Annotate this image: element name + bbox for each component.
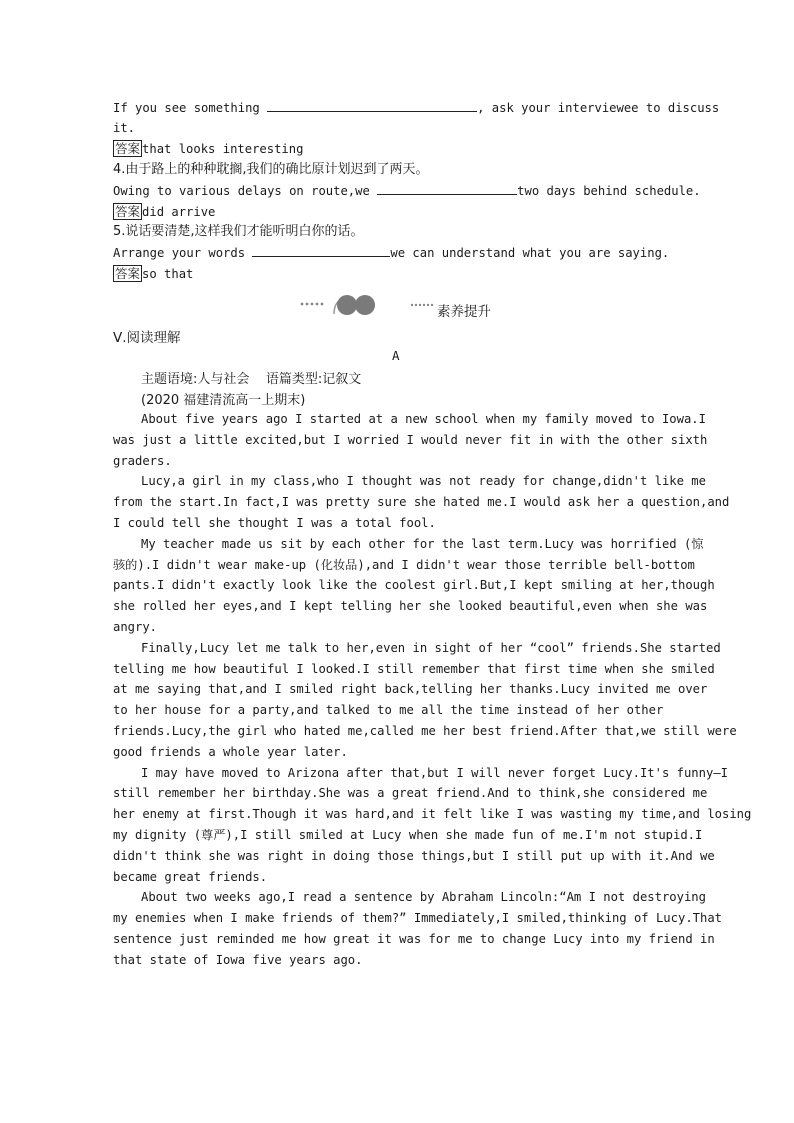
paragraph-line: my dignity (尊严),I still smiled at Lucy when she made fun of me.I'm not stupid.I bbox=[113, 827, 703, 842]
q3-answer-row bbox=[113, 139, 681, 159]
paragraph-line: angry. bbox=[113, 619, 158, 634]
q5-english bbox=[113, 243, 681, 263]
paragraph-line: Lucy,a girl in my class,who I thought was not ready for change,didn't like me bbox=[141, 474, 706, 489]
section-title: Ⅴ.阅读理解 bbox=[113, 330, 181, 346]
q5-blank[interactable] bbox=[252, 244, 390, 257]
passage-theme-line: 主题语境:人与社会 语篇类型:记叙文 bbox=[141, 372, 362, 387]
q4-text-b: two days behind schedule. bbox=[517, 184, 701, 198]
paragraph-line: from the start.In fact,I was pretty sure she hated me.I would ask her a question,and bbox=[113, 495, 730, 510]
paragraph-line: still remember her birthday.She was a great friend.And to think,she considered me bbox=[113, 786, 708, 801]
q4-blank[interactable] bbox=[377, 182, 517, 195]
q4-answer-row bbox=[113, 202, 681, 222]
q5-text-a: Arrange your words bbox=[113, 246, 246, 260]
paragraph-line: graders. bbox=[113, 453, 172, 468]
paragraph-line: her enemy at first.Though it was hard,and it felt like I was wasting my time,and losing bbox=[113, 807, 752, 822]
answer-label: 答案 bbox=[115, 266, 141, 281]
q4-answer: did arrive bbox=[142, 205, 216, 219]
q4-text-a: Owing to various delays on route,we bbox=[113, 184, 370, 198]
paragraph-line: good friends a whole year later. bbox=[113, 744, 348, 759]
paragraph-line: 骇的).I didn't wear make-up (化妆品),and I didn't wear those terrible bell-bottom bbox=[113, 557, 695, 572]
q3-text-b: , ask your interviewee to discuss bbox=[477, 101, 720, 115]
paragraph-line: she rolled her eyes,and I kept telling her she looked beautiful,even when she was bbox=[113, 599, 708, 614]
q3-answer: that looks interesting bbox=[142, 142, 304, 156]
paragraph-line: About five years ago I started at a new school when my family moved to Iowa.I bbox=[141, 412, 706, 426]
q3-blank[interactable] bbox=[267, 99, 477, 112]
paragraph-line: I could tell she thought I was a total fool. bbox=[113, 515, 436, 530]
paragraph-line: telling me how beautiful I looked.I still remember that first time when she smiled bbox=[113, 661, 715, 676]
q5-answer: so that bbox=[142, 267, 194, 281]
passage-letter: A bbox=[392, 348, 400, 363]
answer-label: 答案 bbox=[115, 141, 141, 156]
passage-source: (2020 福建清流高一上期末) bbox=[141, 393, 306, 408]
paragraph-line: sentence just reminded me how great it was for me to change Lucy into my friend in bbox=[113, 931, 715, 946]
paragraph-line: at me saying that,and I smiled right back,telling her thanks.Lucy invited me over bbox=[113, 682, 708, 697]
q4-english bbox=[113, 181, 701, 201]
q3-text-a: If you see something bbox=[113, 101, 260, 115]
q3-english-line-1 bbox=[113, 98, 720, 118]
passage-body bbox=[113, 409, 752, 971]
paragraph-line: Finally,Lucy let me talk to her,even in sight of her “cool” friends.She started bbox=[141, 640, 721, 655]
paragraph-line: that state of Iowa five years ago. bbox=[113, 952, 363, 967]
paragraph-line: My teacher made us sit by each other for the last term.Lucy was horrified (惊 bbox=[141, 536, 704, 551]
paragraph-line: friends.Lucy,the girl who hated me,called me her best friend.After that,we still were bbox=[113, 723, 737, 738]
q5-text-b: we can understand what you are saying. bbox=[390, 246, 670, 260]
paragraph-line: became great friends. bbox=[113, 869, 268, 884]
answer-label: 答案 bbox=[115, 204, 141, 219]
paragraph-line: pants.I didn't exactly look like the coolest girl.But,I kept smiling at her,though bbox=[113, 578, 715, 593]
q5-answer-row bbox=[113, 264, 681, 284]
paragraph-line: to her house for a party,and talked to me all the time instead of her other bbox=[113, 703, 664, 718]
q4-chinese: 4.由于路上的种种耽搁,我们的确比原计划迟到了两天。 bbox=[113, 162, 429, 177]
section-banner-label: 素养提升 bbox=[437, 304, 491, 320]
paragraph-line: About two weeks ago,I read a sentence by Abraham Lincoln:“Am I not destroying bbox=[141, 890, 706, 905]
paragraph-line: I may have moved to Arizona after that,but I will never forget Lucy.It's funny—I bbox=[141, 765, 728, 780]
paragraph-line: was just a little excited,but I worried I would never fit in with the other sixth bbox=[113, 432, 708, 447]
paragraph-line: didn't think she was right in doing those things,but I still put up with it.And we bbox=[113, 848, 715, 863]
q5-chinese: 5.说话要清楚,这样我们才能听明白你的话。 bbox=[113, 224, 364, 239]
q3-english-line-2: it. bbox=[113, 121, 136, 135]
paragraph-line: my enemies when I make friends of them?” Immediately,I smiled,thinking of Lucy.That bbox=[113, 911, 723, 926]
